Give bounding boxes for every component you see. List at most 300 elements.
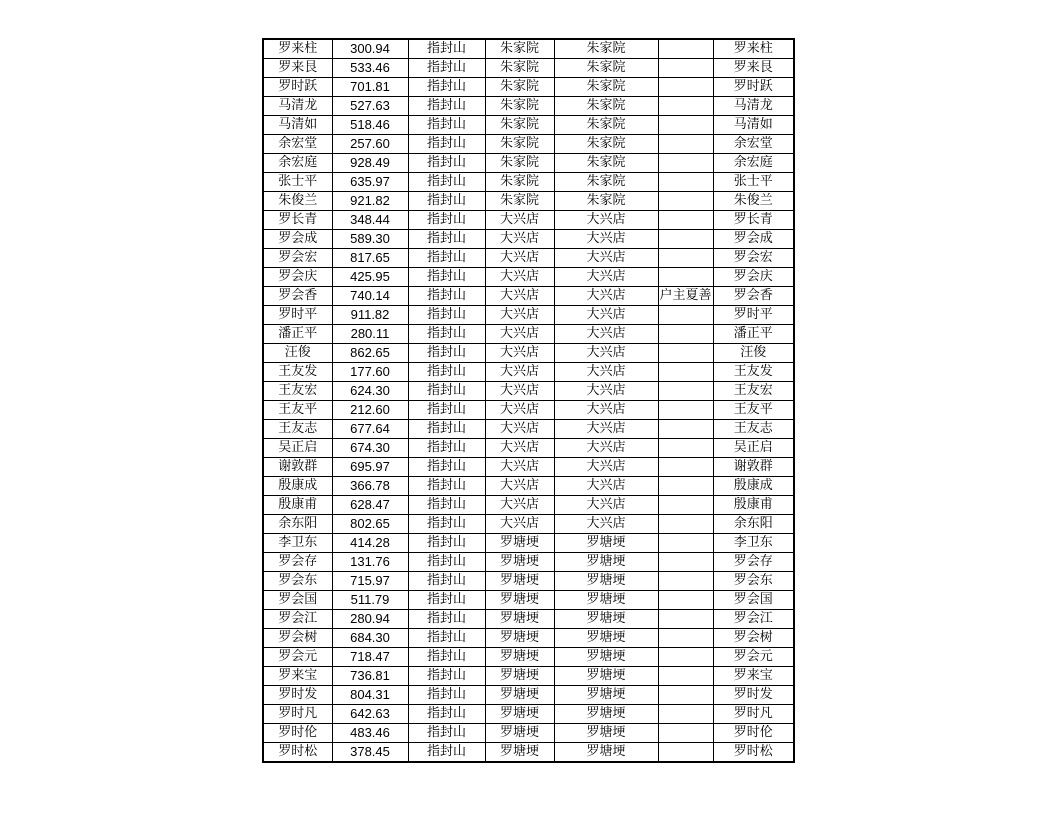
signature-cell: 余宏堂 <box>713 135 794 154</box>
remark-cell <box>658 686 713 705</box>
signature-cell: 李卫东 <box>713 534 794 553</box>
name-cell: 罗时伦 <box>263 724 332 743</box>
village-cell: 罗塘埂 <box>485 648 554 667</box>
village-cell: 罗塘埂 <box>485 724 554 743</box>
township-cell: 指封山 <box>408 382 485 401</box>
group-cell: 大兴店 <box>554 420 658 439</box>
group-cell: 大兴店 <box>554 477 658 496</box>
township-cell: 指封山 <box>408 211 485 230</box>
table-row <box>263 363 794 382</box>
table-row <box>263 534 794 553</box>
township-cell: 指封山 <box>408 401 485 420</box>
table-row <box>263 572 794 591</box>
amount-cell: 736.81 <box>332 667 408 686</box>
signature-cell: 吴正启 <box>713 439 794 458</box>
name-cell: 罗会香 <box>263 287 332 306</box>
amount-cell: 414.28 <box>332 534 408 553</box>
remark-cell <box>658 268 713 287</box>
name-cell: 罗会元 <box>263 648 332 667</box>
signature-cell: 罗会香 <box>713 287 794 306</box>
amount-cell: 695.97 <box>332 458 408 477</box>
village-cell: 朱家院 <box>485 192 554 211</box>
data-table <box>262 38 795 763</box>
table-row <box>263 173 794 192</box>
amount-cell: 718.47 <box>332 648 408 667</box>
signature-cell: 王友志 <box>713 420 794 439</box>
signature-cell: 余宏庭 <box>713 154 794 173</box>
name-cell: 潘正平 <box>263 325 332 344</box>
amount-cell: 804.31 <box>332 686 408 705</box>
village-cell: 朱家院 <box>485 173 554 192</box>
group-cell: 大兴店 <box>554 249 658 268</box>
village-cell: 罗塘埂 <box>485 686 554 705</box>
group-cell: 罗塘埂 <box>554 648 658 667</box>
amount-cell: 628.47 <box>332 496 408 515</box>
township-cell: 指封山 <box>408 572 485 591</box>
township-cell: 指封山 <box>408 534 485 553</box>
village-cell: 罗塘埂 <box>485 591 554 610</box>
township-cell: 指封山 <box>408 705 485 724</box>
group-cell: 大兴店 <box>554 363 658 382</box>
name-cell: 余宏堂 <box>263 135 332 154</box>
name-cell: 罗来柱 <box>263 39 332 59</box>
amount-cell: 862.65 <box>332 344 408 363</box>
remark-cell: 户主夏善 <box>658 287 713 306</box>
name-cell: 罗时发 <box>263 686 332 705</box>
amount-cell: 635.97 <box>332 173 408 192</box>
group-cell: 朱家院 <box>554 97 658 116</box>
village-cell: 罗塘埂 <box>485 534 554 553</box>
signature-cell: 罗会宏 <box>713 249 794 268</box>
amount-cell: 378.45 <box>332 743 408 763</box>
remark-cell <box>658 249 713 268</box>
remark-cell <box>658 724 713 743</box>
township-cell: 指封山 <box>408 724 485 743</box>
remark-cell <box>658 173 713 192</box>
name-cell: 罗会树 <box>263 629 332 648</box>
village-cell: 大兴店 <box>485 325 554 344</box>
table-row <box>263 192 794 211</box>
township-cell: 指封山 <box>408 116 485 135</box>
remark-cell <box>658 382 713 401</box>
township-cell: 指封山 <box>408 306 485 325</box>
village-cell: 大兴店 <box>485 211 554 230</box>
village-cell: 大兴店 <box>485 515 554 534</box>
signature-cell: 罗会存 <box>713 553 794 572</box>
group-cell: 朱家院 <box>554 78 658 97</box>
name-cell: 罗来艮 <box>263 59 332 78</box>
name-cell: 谢敦群 <box>263 458 332 477</box>
remark-cell <box>658 363 713 382</box>
village-cell: 罗塘埂 <box>485 629 554 648</box>
table-row <box>263 59 794 78</box>
village-cell: 罗塘埂 <box>485 705 554 724</box>
village-cell: 罗塘埂 <box>485 743 554 763</box>
signature-cell: 潘正平 <box>713 325 794 344</box>
amount-cell: 280.94 <box>332 610 408 629</box>
amount-cell: 212.60 <box>332 401 408 420</box>
name-cell: 罗时跃 <box>263 78 332 97</box>
township-cell: 指封山 <box>408 629 485 648</box>
signature-cell: 张士平 <box>713 173 794 192</box>
group-cell: 大兴店 <box>554 230 658 249</box>
amount-cell: 425.95 <box>332 268 408 287</box>
name-cell: 罗来宝 <box>263 667 332 686</box>
remark-cell <box>658 610 713 629</box>
township-cell: 指封山 <box>408 344 485 363</box>
name-cell: 吴正启 <box>263 439 332 458</box>
group-cell: 大兴店 <box>554 515 658 534</box>
village-cell: 朱家院 <box>485 39 554 59</box>
remark-cell <box>658 39 713 59</box>
table-row <box>263 553 794 572</box>
remark-cell <box>658 667 713 686</box>
name-cell: 王友发 <box>263 363 332 382</box>
village-cell: 朱家院 <box>485 59 554 78</box>
township-cell: 指封山 <box>408 135 485 154</box>
township-cell: 指封山 <box>408 97 485 116</box>
name-cell: 罗时平 <box>263 306 332 325</box>
amount-cell: 257.60 <box>332 135 408 154</box>
table-row <box>263 420 794 439</box>
table-row <box>263 230 794 249</box>
group-cell: 罗塘埂 <box>554 591 658 610</box>
amount-cell: 300.94 <box>332 39 408 59</box>
signature-cell: 殷康成 <box>713 477 794 496</box>
remark-cell <box>658 135 713 154</box>
table-row <box>263 743 794 763</box>
remark-cell <box>658 534 713 553</box>
remark-cell <box>658 648 713 667</box>
remark-cell <box>658 477 713 496</box>
table-row <box>263 401 794 420</box>
signature-cell: 罗会元 <box>713 648 794 667</box>
group-cell: 大兴店 <box>554 268 658 287</box>
signature-cell: 王友平 <box>713 401 794 420</box>
village-cell: 大兴店 <box>485 268 554 287</box>
group-cell: 罗塘埂 <box>554 724 658 743</box>
name-cell: 罗会庆 <box>263 268 332 287</box>
township-cell: 指封山 <box>408 686 485 705</box>
amount-cell: 527.63 <box>332 97 408 116</box>
remark-cell <box>658 515 713 534</box>
township-cell: 指封山 <box>408 59 485 78</box>
remark-cell <box>658 78 713 97</box>
table-row <box>263 268 794 287</box>
name-cell: 余宏庭 <box>263 154 332 173</box>
table-row <box>263 724 794 743</box>
amount-cell: 674.30 <box>332 439 408 458</box>
signature-cell: 罗来艮 <box>713 59 794 78</box>
amount-cell: 177.60 <box>332 363 408 382</box>
village-cell: 朱家院 <box>485 78 554 97</box>
signature-cell: 谢敦群 <box>713 458 794 477</box>
name-cell: 汪俊 <box>263 344 332 363</box>
remark-cell <box>658 572 713 591</box>
group-cell: 朱家院 <box>554 192 658 211</box>
township-cell: 指封山 <box>408 553 485 572</box>
name-cell: 罗会宏 <box>263 249 332 268</box>
village-cell: 罗塘埂 <box>485 667 554 686</box>
village-cell: 大兴店 <box>485 401 554 420</box>
amount-cell: 802.65 <box>332 515 408 534</box>
village-cell: 大兴店 <box>485 306 554 325</box>
group-cell: 罗塘埂 <box>554 610 658 629</box>
village-cell: 朱家院 <box>485 154 554 173</box>
amount-cell: 701.81 <box>332 78 408 97</box>
name-cell: 罗时凡 <box>263 705 332 724</box>
remark-cell <box>658 306 713 325</box>
group-cell: 大兴店 <box>554 325 658 344</box>
group-cell: 罗塘埂 <box>554 553 658 572</box>
remark-cell <box>658 230 713 249</box>
table-row <box>263 306 794 325</box>
remark-cell <box>658 192 713 211</box>
table-row <box>263 515 794 534</box>
remark-cell <box>658 439 713 458</box>
village-cell: 大兴店 <box>485 363 554 382</box>
amount-cell: 511.79 <box>332 591 408 610</box>
amount-cell: 348.44 <box>332 211 408 230</box>
signature-cell: 罗会东 <box>713 572 794 591</box>
village-cell: 大兴店 <box>485 344 554 363</box>
village-cell: 大兴店 <box>485 439 554 458</box>
signature-cell: 罗时平 <box>713 306 794 325</box>
amount-cell: 684.30 <box>332 629 408 648</box>
name-cell: 马清龙 <box>263 97 332 116</box>
group-cell: 大兴店 <box>554 287 658 306</box>
group-cell: 朱家院 <box>554 154 658 173</box>
signature-cell: 罗长青 <box>713 211 794 230</box>
village-cell: 罗塘埂 <box>485 572 554 591</box>
table-row <box>263 610 794 629</box>
amount-cell: 928.49 <box>332 154 408 173</box>
name-cell: 朱俊兰 <box>263 192 332 211</box>
group-cell: 大兴店 <box>554 496 658 515</box>
amount-cell: 642.63 <box>332 705 408 724</box>
township-cell: 指封山 <box>408 363 485 382</box>
table-row <box>263 249 794 268</box>
township-cell: 指封山 <box>408 477 485 496</box>
name-cell: 王友宏 <box>263 382 332 401</box>
remark-cell <box>658 325 713 344</box>
township-cell: 指封山 <box>408 173 485 192</box>
signature-cell: 罗来宝 <box>713 667 794 686</box>
signature-cell: 罗会成 <box>713 230 794 249</box>
table-row <box>263 154 794 173</box>
table-row <box>263 325 794 344</box>
name-cell: 罗时松 <box>263 743 332 763</box>
village-cell: 朱家院 <box>485 97 554 116</box>
table-row <box>263 439 794 458</box>
signature-cell: 马清龙 <box>713 97 794 116</box>
name-cell: 王友志 <box>263 420 332 439</box>
group-cell: 大兴店 <box>554 401 658 420</box>
group-cell: 朱家院 <box>554 116 658 135</box>
remark-cell <box>658 401 713 420</box>
name-cell: 罗会成 <box>263 230 332 249</box>
township-cell: 指封山 <box>408 610 485 629</box>
signature-cell: 马清如 <box>713 116 794 135</box>
group-cell: 大兴店 <box>554 458 658 477</box>
signature-cell: 汪俊 <box>713 344 794 363</box>
village-cell: 大兴店 <box>485 477 554 496</box>
group-cell: 罗塘埂 <box>554 705 658 724</box>
signature-cell: 王友宏 <box>713 382 794 401</box>
group-cell: 朱家院 <box>554 59 658 78</box>
signature-cell: 余东阳 <box>713 515 794 534</box>
table-row <box>263 667 794 686</box>
township-cell: 指封山 <box>408 458 485 477</box>
amount-cell: 715.97 <box>332 572 408 591</box>
signature-cell: 罗会树 <box>713 629 794 648</box>
table-row <box>263 344 794 363</box>
township-cell: 指封山 <box>408 78 485 97</box>
amount-cell: 589.30 <box>332 230 408 249</box>
village-cell: 大兴店 <box>485 458 554 477</box>
signature-cell: 罗时凡 <box>713 705 794 724</box>
amount-cell: 624.30 <box>332 382 408 401</box>
group-cell: 大兴店 <box>554 344 658 363</box>
signature-cell: 王友发 <box>713 363 794 382</box>
signature-cell: 罗会国 <box>713 591 794 610</box>
township-cell: 指封山 <box>408 39 485 59</box>
signature-cell: 罗时松 <box>713 743 794 763</box>
table-row <box>263 97 794 116</box>
name-cell: 马清如 <box>263 116 332 135</box>
name-cell: 李卫东 <box>263 534 332 553</box>
table-row <box>263 496 794 515</box>
remark-cell <box>658 116 713 135</box>
village-cell: 大兴店 <box>485 249 554 268</box>
group-cell: 朱家院 <box>554 173 658 192</box>
remark-cell <box>658 553 713 572</box>
amount-cell: 911.82 <box>332 306 408 325</box>
name-cell: 罗会国 <box>263 591 332 610</box>
township-cell: 指封山 <box>408 648 485 667</box>
group-cell: 罗塘埂 <box>554 667 658 686</box>
township-cell: 指封山 <box>408 496 485 515</box>
township-cell: 指封山 <box>408 667 485 686</box>
remark-cell <box>658 496 713 515</box>
remark-cell <box>658 59 713 78</box>
township-cell: 指封山 <box>408 154 485 173</box>
village-cell: 罗塘埂 <box>485 610 554 629</box>
amount-cell: 533.46 <box>332 59 408 78</box>
remark-cell <box>658 705 713 724</box>
name-cell: 罗长青 <box>263 211 332 230</box>
village-cell: 大兴店 <box>485 230 554 249</box>
signature-cell: 罗时伦 <box>713 724 794 743</box>
table-body <box>263 39 794 762</box>
table-row <box>263 287 794 306</box>
amount-cell: 366.78 <box>332 477 408 496</box>
signature-cell: 罗来柱 <box>713 39 794 59</box>
amount-cell: 483.46 <box>332 724 408 743</box>
group-cell: 罗塘埂 <box>554 743 658 763</box>
name-cell: 罗会东 <box>263 572 332 591</box>
group-cell: 大兴店 <box>554 382 658 401</box>
remark-cell <box>658 420 713 439</box>
name-cell: 余东阳 <box>263 515 332 534</box>
village-cell: 罗塘埂 <box>485 553 554 572</box>
group-cell: 朱家院 <box>554 135 658 154</box>
amount-cell: 677.64 <box>332 420 408 439</box>
township-cell: 指封山 <box>408 192 485 211</box>
township-cell: 指封山 <box>408 439 485 458</box>
group-cell: 罗塘埂 <box>554 534 658 553</box>
table-row <box>263 705 794 724</box>
name-cell: 殷康甫 <box>263 496 332 515</box>
signature-cell: 罗时发 <box>713 686 794 705</box>
township-cell: 指封山 <box>408 591 485 610</box>
group-cell: 大兴店 <box>554 306 658 325</box>
village-cell: 朱家院 <box>485 135 554 154</box>
signature-cell: 罗会庆 <box>713 268 794 287</box>
table-row <box>263 78 794 97</box>
table-row <box>263 686 794 705</box>
table-row <box>263 629 794 648</box>
table-row <box>263 648 794 667</box>
remark-cell <box>658 743 713 763</box>
township-cell: 指封山 <box>408 420 485 439</box>
table-row <box>263 135 794 154</box>
table-row <box>263 211 794 230</box>
township-cell: 指封山 <box>408 268 485 287</box>
township-cell: 指封山 <box>408 249 485 268</box>
remark-cell <box>658 629 713 648</box>
township-cell: 指封山 <box>408 515 485 534</box>
amount-cell: 921.82 <box>332 192 408 211</box>
table-row <box>263 116 794 135</box>
signature-cell: 罗会江 <box>713 610 794 629</box>
remark-cell <box>658 97 713 116</box>
signature-cell: 朱俊兰 <box>713 192 794 211</box>
group-cell: 罗塘埂 <box>554 572 658 591</box>
amount-cell: 518.46 <box>332 116 408 135</box>
township-cell: 指封山 <box>408 743 485 763</box>
signature-cell: 殷康甫 <box>713 496 794 515</box>
group-cell: 罗塘埂 <box>554 686 658 705</box>
amount-cell: 131.76 <box>332 553 408 572</box>
name-cell: 张士平 <box>263 173 332 192</box>
amount-cell: 280.11 <box>332 325 408 344</box>
township-cell: 指封山 <box>408 325 485 344</box>
table-row <box>263 458 794 477</box>
name-cell: 罗会存 <box>263 553 332 572</box>
amount-cell: 740.14 <box>332 287 408 306</box>
remark-cell <box>658 591 713 610</box>
township-cell: 指封山 <box>408 230 485 249</box>
village-cell: 大兴店 <box>485 496 554 515</box>
township-cell: 指封山 <box>408 287 485 306</box>
name-cell: 殷康成 <box>263 477 332 496</box>
name-cell: 王友平 <box>263 401 332 420</box>
remark-cell <box>658 211 713 230</box>
group-cell: 大兴店 <box>554 211 658 230</box>
table-row <box>263 39 794 59</box>
group-cell: 朱家院 <box>554 39 658 59</box>
village-cell: 大兴店 <box>485 287 554 306</box>
remark-cell <box>658 458 713 477</box>
signature-cell: 罗时跃 <box>713 78 794 97</box>
village-cell: 大兴店 <box>485 382 554 401</box>
name-cell: 罗会江 <box>263 610 332 629</box>
group-cell: 罗塘埂 <box>554 629 658 648</box>
table-row <box>263 382 794 401</box>
remark-cell <box>658 344 713 363</box>
remark-cell <box>658 154 713 173</box>
